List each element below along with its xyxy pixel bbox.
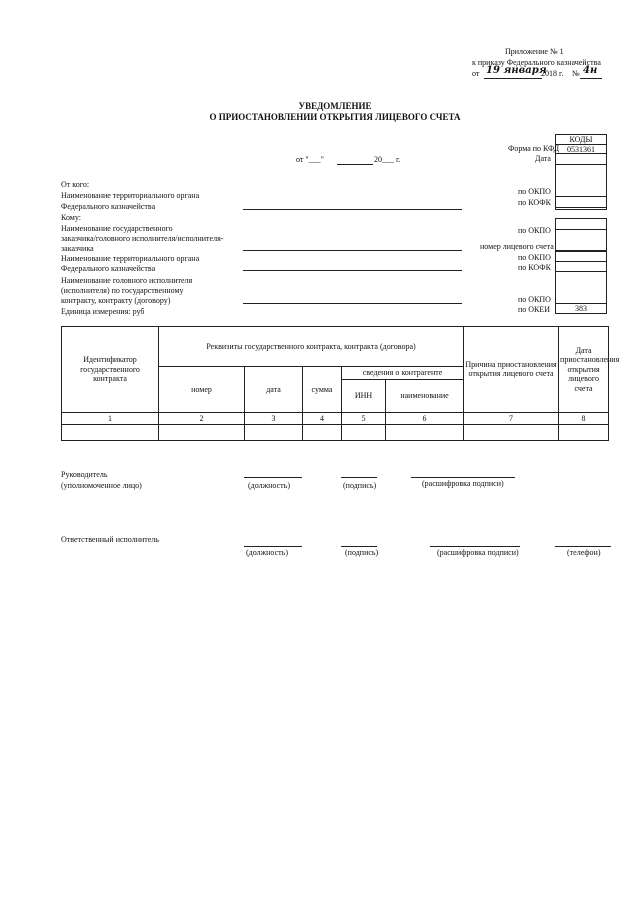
okei-cell <box>555 303 607 314</box>
col-susp-date-header: Дата приостановления открытия лицевого счета <box>559 327 609 413</box>
terr2-label-2: Федерального казначейства <box>61 264 156 273</box>
head-position-caption: (должность) <box>248 481 290 490</box>
exec-phone-line <box>555 546 611 547</box>
number-underline <box>580 78 602 79</box>
account-cell <box>555 229 607 251</box>
col-num-2: 2 <box>159 412 245 425</box>
appendix-line-2: к приказу Федерального казначейства <box>472 58 601 67</box>
col-date-header: дата <box>245 367 303 413</box>
okud-value: 0531361 <box>567 145 595 154</box>
head-label-1: Руководитель <box>61 470 108 479</box>
exec-signature-caption: (подпись) <box>345 548 379 557</box>
table-cell[interactable] <box>245 425 303 441</box>
col-num-8: 8 <box>559 412 609 425</box>
head-signature-caption: (подпись) <box>343 481 377 490</box>
exec-signature-line <box>341 546 377 547</box>
table-row <box>62 425 609 441</box>
exec-position-line <box>244 546 302 547</box>
terr2-label-1: Наименование территориального органа <box>61 254 200 263</box>
table-cell[interactable] <box>62 425 159 441</box>
terr-organ-label-1: Наименование территориального органа <box>61 191 200 200</box>
from-label: От кого: <box>61 180 90 189</box>
okei-label: по ОКЕИ <box>518 305 551 314</box>
kofk-label-1: по КОФК <box>518 198 551 207</box>
col-num-6: 6 <box>386 412 464 425</box>
col-num-5: 5 <box>342 412 386 425</box>
account-label: номер лицевого счета <box>480 242 554 251</box>
customer-label-3: заказчика <box>61 244 94 253</box>
col-num-4: 4 <box>303 412 342 425</box>
terr-organ-underline <box>243 209 462 210</box>
customer-label-2: заказчика/головного исполнителя/исполнителя- <box>61 234 224 243</box>
okpo-label-2: по ОКПО <box>518 226 551 235</box>
appendix-line-1: Приложение № 1 <box>505 47 564 56</box>
table-cell[interactable] <box>159 425 245 441</box>
okpo-label-1: по ОКПО <box>518 187 551 196</box>
handwritten-number: 4н <box>583 65 598 76</box>
head-exec-label-3: контракту, контракту (договору) <box>61 296 171 305</box>
date-underline <box>484 78 542 79</box>
date-label: Дата <box>535 154 551 163</box>
okud-label: Форма по КФД <box>508 144 560 153</box>
table-cell[interactable] <box>464 425 559 441</box>
date-line-year: 20___ г. <box>374 155 401 164</box>
head-exec-label-2: (исполнителя) по государственному <box>61 286 184 295</box>
appendix-prefix: от <box>472 69 480 78</box>
head-label-2: (уполномоченное лицо) <box>61 481 142 490</box>
unit-label: Единица измерения: руб <box>61 307 145 316</box>
to-label: Кому: <box>61 213 81 222</box>
exec-decoding-line <box>430 546 520 547</box>
head-exec-underline <box>243 303 462 304</box>
col-requisites-header: Реквизиты государственного контракта, контракта (договора) <box>159 327 464 367</box>
col-inn-header: ИНН <box>342 379 386 412</box>
form-subtitle: О ПРИОСТАНОВЛЕНИИ ОТКРЫТИЯ ЛИЦЕВОГО СЧЕТА <box>209 112 461 122</box>
kofk-cell-1 <box>555 196 607 208</box>
date-line-prefix: от "___" <box>296 155 324 164</box>
kofk-label-2: по КОФК <box>518 263 551 272</box>
col-num-3: 3 <box>245 412 303 425</box>
okpo-cell-4 <box>555 271 607 304</box>
form-title: УВЕДОМЛЕНИЕ <box>298 101 372 111</box>
okpo-label-3: по ОКПО <box>518 253 551 262</box>
col-reason-header: Причина приостановления открытия лицевого счета <box>464 327 559 413</box>
customer-label-1: Наименование государственного <box>61 224 173 233</box>
appendix-year: 2018 г. <box>541 69 564 78</box>
col-identifier-header: Идентификатор государственного контракта <box>62 327 159 413</box>
head-decoding-line <box>411 477 515 478</box>
col-number-header: номер <box>159 367 245 413</box>
table-cell[interactable] <box>342 425 386 441</box>
exec-phone-caption: (телефон) <box>567 548 601 557</box>
col-counterparty-header: сведения о контрагенте <box>342 367 464 380</box>
col-num-1: 1 <box>62 412 159 425</box>
terr2-underline <box>243 270 462 271</box>
head-signature-line <box>341 477 377 478</box>
col-name-header: наименование <box>386 379 464 412</box>
col-num-7: 7 <box>464 412 559 425</box>
date-month-line <box>337 164 373 165</box>
executor-label: Ответственный исполнитель <box>61 535 159 544</box>
okpo-label-4: по ОКПО <box>518 295 551 304</box>
handwritten-date: 19 января <box>486 65 547 76</box>
appendix-number-label: № <box>572 69 580 78</box>
contracts-table <box>61 326 620 441</box>
head-position-line <box>244 477 302 478</box>
col-sum-header: сумма <box>303 367 342 413</box>
table-cell[interactable] <box>559 425 609 441</box>
exec-position-caption: (должность) <box>246 548 288 557</box>
head-exec-label-1: Наименование головного исполнителя <box>61 276 193 285</box>
table-cell[interactable] <box>386 425 464 441</box>
head-decoding-caption: (расшифровка подписи) <box>422 479 504 488</box>
exec-decoding-caption: (расшифровка подписи) <box>437 548 519 557</box>
table-cell[interactable] <box>303 425 342 441</box>
okei-value: 383 <box>575 304 587 313</box>
customer-underline <box>243 250 462 251</box>
codes-header: КОДЫ <box>569 135 593 144</box>
terr-organ-label-2: Федерального казначейства <box>61 202 156 211</box>
